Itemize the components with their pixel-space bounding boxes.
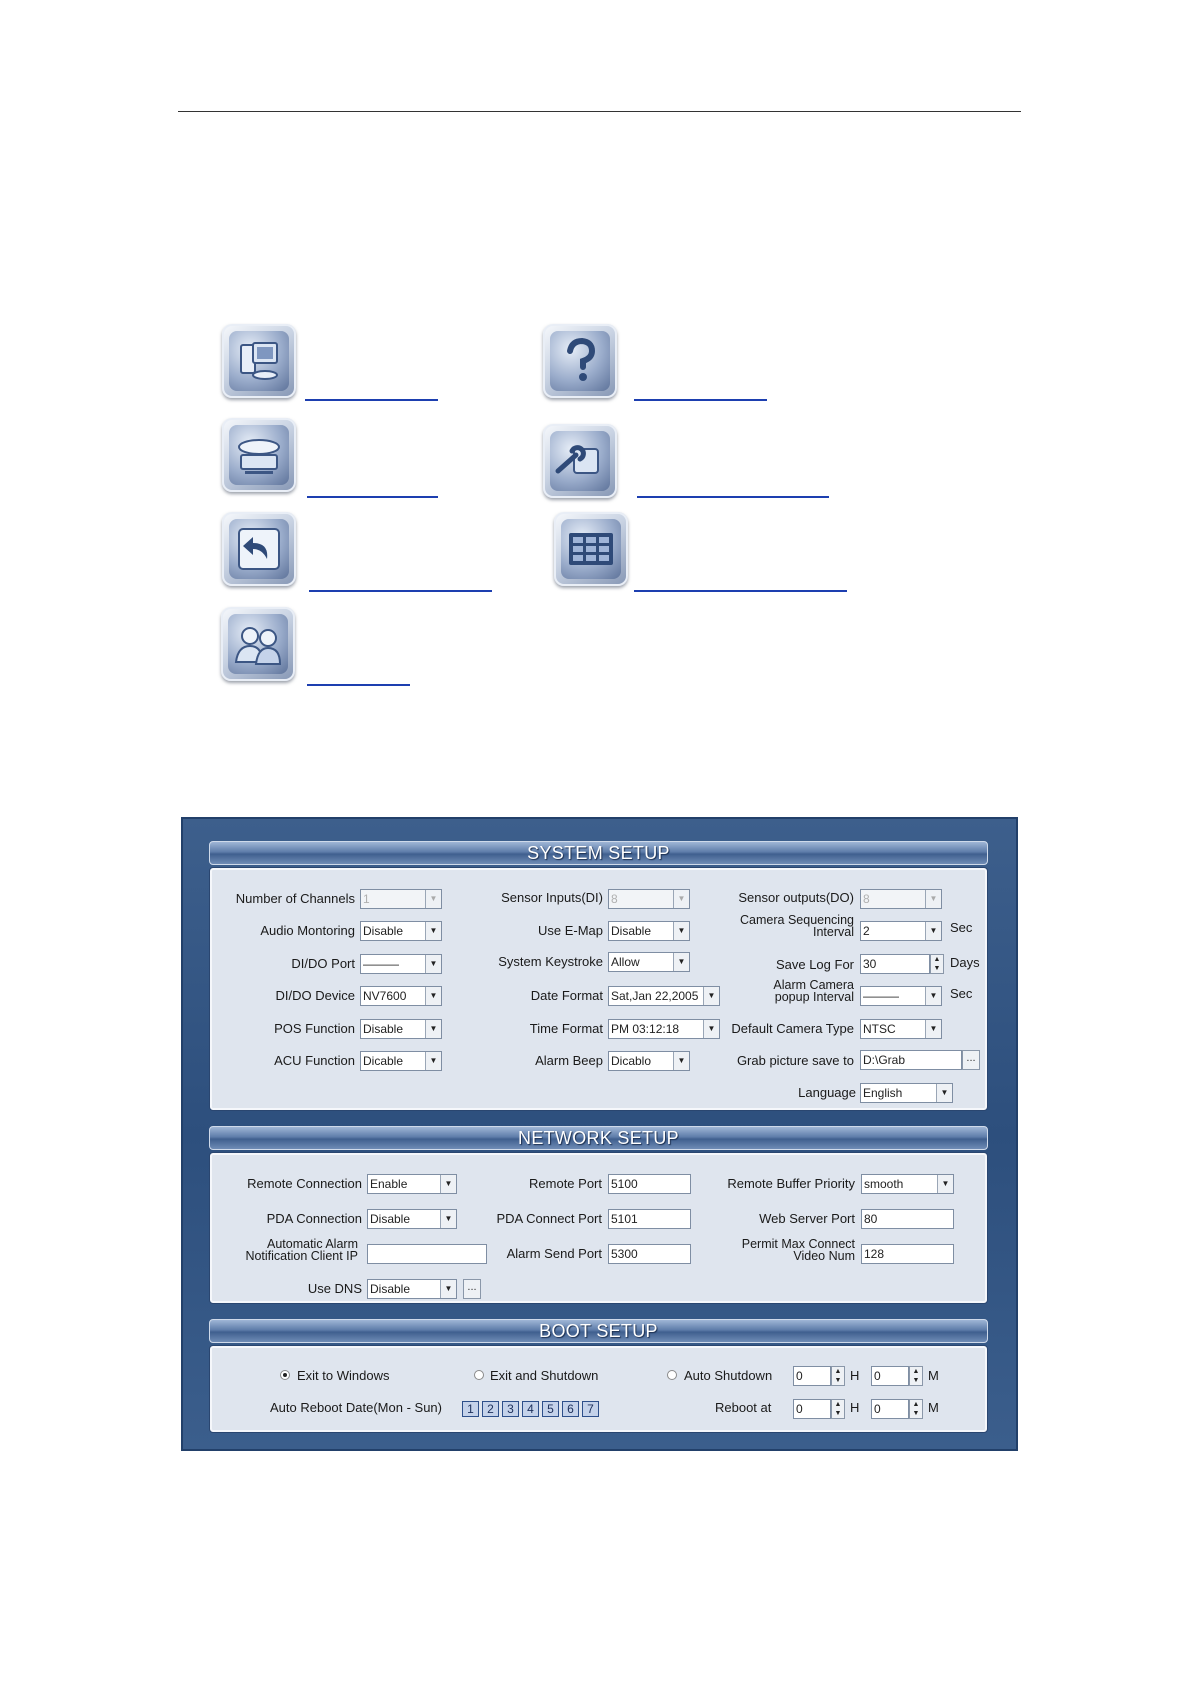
reboot-day-1[interactable]: 1 [462,1401,479,1417]
chevron-down-icon: ▼ [703,987,719,1005]
alarm-notification-ip-input[interactable] [367,1244,487,1264]
chevron-down-icon: ▼ [673,1052,689,1070]
playback-tile[interactable] [222,512,296,586]
chevron-down-icon: ▼ [925,1020,941,1038]
chevron-down-icon: ▼ [937,1175,953,1193]
chevron-down-icon: ▼ [425,987,441,1005]
audio-monitoring-select[interactable] [360,921,442,941]
dido-device-select[interactable] [360,986,442,1006]
pda-connect-port-input[interactable] [608,1209,691,1229]
date-format-value: Sat,Jan 22,2005 [611,989,699,1003]
chevron-down-icon: ▼ [925,922,941,940]
exit-to-windows-label[interactable]: Exit to Windows [297,1368,390,1383]
web-server-port-value: 80 [864,1212,878,1226]
setup-window [181,817,1018,1451]
permit-max-connect-label-line2: Video Num [793,1249,855,1263]
audio-monitoring-label: Audio Montoring [260,923,355,938]
return-icon [229,519,289,579]
sensor-inputs-select[interactable] [608,889,690,909]
auto-shutdown-hour-value: 0 [796,1369,803,1383]
layout-link[interactable] [634,590,847,592]
chevron-down-icon: ▼ [440,1175,456,1193]
default-camera-type-label: Default Camera Type [731,1021,854,1036]
grab-picture-path-input[interactable] [860,1050,962,1070]
time-format-select[interactable] [608,1019,720,1039]
chevron-down-icon: ▼ [936,1084,952,1102]
language-value: English [863,1086,903,1100]
reboot-day-3[interactable]: 3 [502,1401,519,1417]
system-keystroke-select[interactable] [608,952,690,972]
remote-connection-label: Remote Connection [247,1176,362,1191]
default-camera-type-value: NTSC [863,1022,896,1036]
time-format-label: Time Format [529,1021,603,1036]
save-log-for-label: Save Log For [775,957,854,972]
system-keystroke-value: Allow [611,955,640,969]
grab-picture-path-value: D:\Grab [863,1053,906,1067]
alarm-camera-popup-label-line2: popup Interval [774,990,854,1004]
camera-setup-tile[interactable] [222,418,296,492]
boot-setup-panel [210,1346,987,1432]
help-link[interactable] [634,399,767,401]
chevron-down-icon: ▼ [440,1280,456,1298]
alarm-send-port-label: Alarm Send Port [506,1246,602,1261]
use-emap-label: Use E-Map [537,923,603,938]
chevron-down-icon: ▼ [425,890,441,908]
camera-sequencing-label-line2: Interval [813,925,854,939]
system-setup-tile[interactable] [222,324,296,398]
chevron-down-icon: ▼ [925,890,941,908]
reboot-day-7[interactable]: 7 [582,1401,599,1417]
use-dns-label: Use DNS [307,1281,362,1296]
reboot-at-label: Reboot at [715,1400,772,1415]
acu-function-value: Dicable [363,1054,404,1068]
alarm-camera-popup-unit: Sec [950,986,973,1001]
sensor-outputs-label: Sensor outputs(DO) [738,890,854,905]
chevron-down-icon: ▼ [703,1020,719,1038]
dido-port-select[interactable] [360,954,442,974]
alarm-send-port-input[interactable] [608,1244,691,1264]
help-icon [550,331,610,391]
save-log-for-value: 30 [863,957,877,971]
chevron-down-icon: ▼ [440,1210,456,1228]
remote-buffer-priority-label: Remote Buffer Priority [727,1176,855,1191]
alarm-notification-ip-label-line2: Notification Client IP [245,1249,358,1263]
alarm-notification-ip-label-line1: Automatic Alarm [266,1237,358,1251]
reboot-at-hour-input[interactable] [793,1399,831,1419]
grid-icon [561,519,621,579]
dido-port-value: ——— [363,957,399,971]
chevron-down-icon: ▼ [673,953,689,971]
permit-max-connect-label-line1: Permit Max Connect [741,1237,855,1251]
acu-function-label: ACU Function [274,1053,355,1068]
grab-picture-browse-button[interactable]: ... [962,1050,980,1070]
tools-tile[interactable] [543,424,617,498]
chevron-down-icon: ▼ [425,922,441,940]
help-tile[interactable] [543,324,617,398]
save-log-for-input[interactable] [860,954,930,974]
web-server-port-label: Web Server Port [759,1211,855,1226]
tools-link[interactable] [637,496,829,498]
auto-shutdown-hour-unit: H [850,1368,860,1383]
time-format-value: PM 03:12:18 [611,1022,680,1036]
chevron-down-icon: ▼ [425,955,441,973]
auto-shutdown-minute-spinner[interactable]: ▲ ▼ [909,1366,923,1386]
save-log-for-unit: Days [950,955,980,970]
system-setup-panel [210,868,987,1110]
reboot-at-hour-unit: H [850,1400,860,1415]
auto-shutdown-radio[interactable] [667,1370,677,1380]
reboot-day-5[interactable]: 5 [542,1401,559,1417]
reboot-at-minute-unit: M [928,1400,939,1415]
alarm-beep-label: Alarm Beep [535,1053,603,1068]
auto-shutdown-label[interactable]: Auto Shutdown [684,1368,773,1383]
playback-link[interactable] [309,590,492,592]
chevron-down-icon: ▼ [425,1020,441,1038]
network-setup-title: NETWORK SETUP [209,1126,988,1150]
users-tile[interactable] [221,607,295,681]
exit-to-windows-radio[interactable] [280,1370,290,1380]
chevron-down-icon: ▼ [925,987,941,1005]
remote-buffer-priority-value: smooth [864,1177,904,1191]
pda-connection-value: Disable [370,1212,411,1226]
chevron-down-icon: ▼ [673,890,689,908]
system-setup-link[interactable] [305,399,438,401]
use-emap-select[interactable] [608,921,690,941]
network-setup-panel [210,1153,987,1303]
layout-tile[interactable] [554,512,628,586]
dido-device-value: NV7600 [363,989,407,1003]
reboot-day-6[interactable]: 6 [562,1401,579,1417]
remote-port-value: 5100 [611,1177,638,1191]
alarm-beep-value: Dicablo [611,1054,652,1068]
reboot-day-2[interactable]: 2 [482,1401,499,1417]
auto-shutdown-minute-value: 0 [874,1369,881,1383]
pda-connect-port-value: 5101 [611,1212,638,1226]
camera-setup-link[interactable] [307,496,438,498]
pos-function-label: POS Function [274,1021,355,1036]
auto-shutdown-minute-unit: M [928,1368,939,1383]
grab-picture-label: Grab picture save to [736,1053,854,1068]
computer-icon [229,331,289,391]
chevron-down-icon: ▼ [673,922,689,940]
dido-device-label: DI/DO Device [275,988,355,1003]
camera-sequencing-select[interactable] [860,921,942,941]
reboot-at-minute-value: 0 [874,1402,881,1416]
language-label: Language [798,1085,856,1100]
permit-max-connect-input[interactable] [861,1244,954,1264]
remote-connection-value: Enable [370,1177,408,1191]
camera-icon [229,425,289,485]
acu-function-select[interactable] [360,1051,442,1071]
use-dns-select[interactable] [367,1279,457,1299]
tools-icon [550,431,610,491]
use-emap-value: Disable [611,924,652,938]
sensor-inputs-value: 8 [611,892,618,906]
auto-reboot-date-label: Auto Reboot Date(Mon - Sun) [270,1400,442,1415]
permit-max-connect-value: 128 [864,1247,885,1261]
users-link[interactable] [307,684,410,686]
number-of-channels-select[interactable] [360,889,442,909]
auto-shutdown-hour-input[interactable] [793,1366,831,1386]
alarm-camera-popup-select[interactable] [860,986,942,1006]
system-setup-title: SYSTEM SETUP [209,841,988,865]
alarm-camera-popup-value: ——— [863,989,899,1003]
reboot-day-4[interactable]: 4 [522,1401,539,1417]
alarm-camera-popup-label-line1: Alarm Camera [773,978,854,992]
number-of-channels-value: 1 [363,892,370,906]
reboot-at-minute-spinner[interactable]: ▲ ▼ [909,1399,923,1419]
chevron-down-icon: ▼ [425,1052,441,1070]
camera-sequencing-label-line1: Camera Sequencing [740,913,854,927]
sensor-outputs-value: 8 [863,892,870,906]
date-format-label: Date Format [530,988,603,1003]
users-icon [228,614,288,674]
default-camera-type-select[interactable] [860,1019,942,1039]
pda-connection-select[interactable] [367,1209,457,1229]
boot-setup-title: BOOT SETUP [209,1319,988,1343]
remote-buffer-priority-select[interactable] [861,1174,954,1194]
pda-connect-port-label: PDA Connect Port [496,1211,602,1226]
pos-function-value: Disable [363,1022,404,1036]
camera-sequencing-unit: Sec [950,920,973,935]
sensor-outputs-select[interactable] [860,889,942,909]
language-select[interactable] [860,1083,953,1103]
system-keystroke-label: System Keystroke [498,954,603,969]
remote-connection-select[interactable] [367,1174,457,1194]
camera-sequencing-value: 2 [863,924,870,938]
save-log-for-spinner[interactable]: ▲ ▼ [930,954,944,974]
use-dns-value: Disable [370,1282,411,1296]
alarm-beep-select[interactable] [608,1051,690,1071]
exit-and-shutdown-label[interactable]: Exit and Shutdown [490,1368,599,1383]
dido-port-label: DI/DO Port [291,956,355,971]
auto-shutdown-hour-spinner[interactable]: ▲ ▼ [831,1366,845,1386]
exit-and-shutdown-radio[interactable] [474,1370,484,1380]
sensor-inputs-label: Sensor Inputs(DI) [501,890,603,905]
number-of-channels-label: Number of Channels [235,891,355,906]
reboot-at-hour-spinner[interactable]: ▲ ▼ [831,1399,845,1419]
pda-connection-label: PDA Connection [266,1211,362,1226]
auto-shutdown-minute-input[interactable] [871,1366,909,1386]
remote-port-label: Remote Port [529,1176,602,1191]
header-rule [178,111,1021,112]
alarm-send-port-value: 5300 [611,1247,638,1261]
remote-port-input[interactable] [608,1174,691,1194]
reboot-at-hour-value: 0 [796,1402,803,1416]
reboot-at-minute-input[interactable] [871,1399,909,1419]
pos-function-select[interactable] [360,1019,442,1039]
use-dns-browse-button[interactable]: ... [463,1279,481,1299]
web-server-port-input[interactable] [861,1209,954,1229]
audio-monitoring-value: Disable [363,924,404,938]
date-format-select[interactable] [608,986,720,1006]
